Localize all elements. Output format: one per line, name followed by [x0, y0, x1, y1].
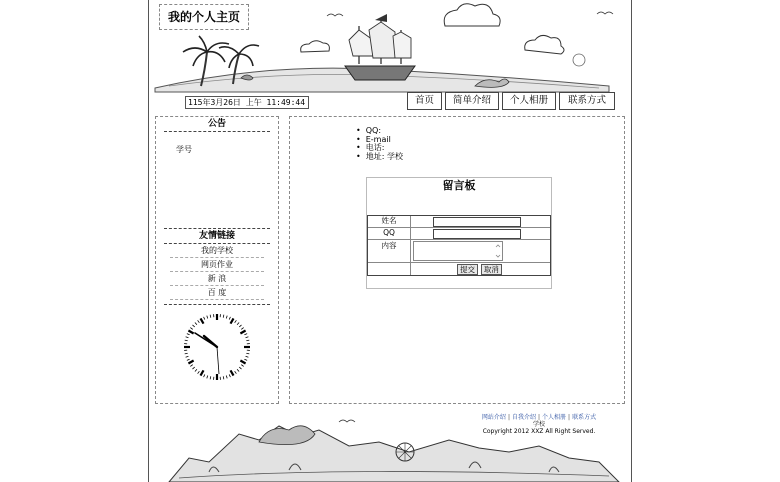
clock-tick [229, 374, 230, 377]
empty-cell [368, 263, 411, 275]
clock-tick [229, 317, 230, 320]
name-input[interactable] [433, 217, 521, 227]
footer-link-site[interactable]: 网站介绍 [481, 414, 506, 421]
clock-tick [226, 316, 227, 319]
clock-tick [188, 331, 193, 334]
info-qq: • QQ: [356, 127, 403, 136]
clock-tick [231, 370, 234, 375]
clock-tick [244, 359, 247, 360]
link-school[interactable]: 我的学校 [170, 244, 264, 258]
link-baidu[interactable]: 百 度 [170, 286, 264, 300]
nav-contact[interactable]: 联系方式 [559, 92, 615, 110]
clock-tick [226, 376, 227, 379]
clock-tick [187, 334, 190, 335]
clock-tick [210, 315, 211, 318]
clock-tick [185, 340, 188, 341]
clock-tick [231, 318, 234, 323]
footer-copyright: Copyright 2012 XXZ All Right Served. [482, 428, 596, 435]
guestbook [366, 177, 552, 289]
main-content [289, 116, 625, 404]
sidebar [155, 116, 279, 404]
form-row-content [368, 240, 550, 263]
clock-tick [201, 370, 204, 375]
clock-tick [223, 376, 224, 379]
content-textarea[interactable] [413, 241, 503, 261]
clock-tick [239, 325, 241, 327]
guestbook-title: 留言板 [442, 179, 476, 192]
clock-tick [187, 359, 190, 360]
clock-tick [240, 361, 245, 364]
site-title: 我的个人主页 [159, 4, 249, 30]
clock-tick [237, 322, 239, 324]
nav-home[interactable]: 首页 [407, 92, 442, 110]
footer-illustration [149, 412, 631, 482]
clock-tick [185, 353, 188, 354]
form-row-buttons [368, 263, 550, 275]
footer-link-self[interactable]: 自我介绍 [511, 414, 536, 421]
clock-tick [188, 361, 193, 364]
clock-tick [246, 340, 249, 341]
footer-link-album[interactable]: 个人相册 [542, 414, 567, 421]
form-row-name [368, 216, 550, 228]
clock-second-hand [217, 347, 219, 374]
link-homework[interactable]: 网页作业 [170, 258, 264, 272]
page-container [148, 0, 632, 482]
qq-label: QQ [368, 228, 411, 239]
submit-button[interactable]: 提交 [457, 264, 478, 275]
clock-minute-hand [195, 333, 217, 347]
clock-tick [198, 371, 200, 373]
clock-tick [190, 328, 192, 330]
clock-tick [204, 374, 205, 377]
clock-tick [192, 367, 194, 369]
divider [164, 304, 270, 305]
clock-tick [186, 356, 189, 357]
contact-info-list [356, 127, 403, 161]
name-label: 姓名 [368, 216, 411, 227]
analog-clock [182, 312, 252, 382]
cancel-button[interactable]: 取消 [481, 264, 502, 275]
clock-tick [239, 367, 241, 369]
friend-links [156, 244, 278, 300]
clock-tick [241, 365, 243, 367]
footer-link-contact[interactable]: 联系方式 [572, 414, 597, 421]
clock-tick [241, 328, 243, 330]
links-title: 友情链接 [164, 229, 270, 244]
clock-tick [201, 318, 204, 323]
clock-tick [244, 334, 247, 335]
datetime-display: 115年3月26日 上午 11:49:44 [185, 96, 309, 109]
scrollbar[interactable] [494, 242, 502, 260]
clock-tick [223, 315, 224, 318]
clock-tick [246, 353, 249, 354]
clock-tick [235, 320, 237, 322]
clock-tick [240, 331, 245, 334]
link-sina[interactable]: 新 浪 [170, 272, 264, 286]
clock-tick [207, 316, 208, 319]
clock-tick [235, 371, 237, 373]
notice-body: 学号 [176, 145, 192, 154]
form-row-qq [368, 228, 550, 240]
clock-tick [210, 376, 211, 379]
clock-tick [246, 356, 249, 357]
clock-tick [237, 369, 239, 371]
info-address: • 地址: 学校 [356, 153, 403, 162]
info-phone: • 电话: [356, 144, 403, 153]
clock-tick [207, 376, 208, 379]
clock-tick [204, 317, 205, 320]
top-nav [407, 92, 615, 110]
nav-album[interactable]: 个人相册 [502, 92, 556, 110]
info-email: • E-mail [356, 136, 403, 145]
notice-title: 公告 [164, 117, 270, 132]
clock-tick [192, 325, 194, 327]
footer-nav: 网站介绍 | 自我介绍 | 个人相册 | 联系方式 [481, 414, 597, 421]
nav-intro[interactable]: 简单介绍 [445, 92, 499, 110]
qq-input[interactable] [433, 229, 521, 239]
clock-tick [195, 322, 197, 324]
clock-tick [190, 365, 192, 367]
clock-tick [198, 320, 200, 322]
clock-tick [195, 369, 197, 371]
content-label: 内容 [368, 240, 411, 262]
guestbook-form [367, 215, 551, 276]
clock-tick [246, 337, 249, 338]
footer-school: 学校 [532, 421, 545, 428]
clock-tick [186, 337, 189, 338]
header-banner [149, 0, 631, 112]
